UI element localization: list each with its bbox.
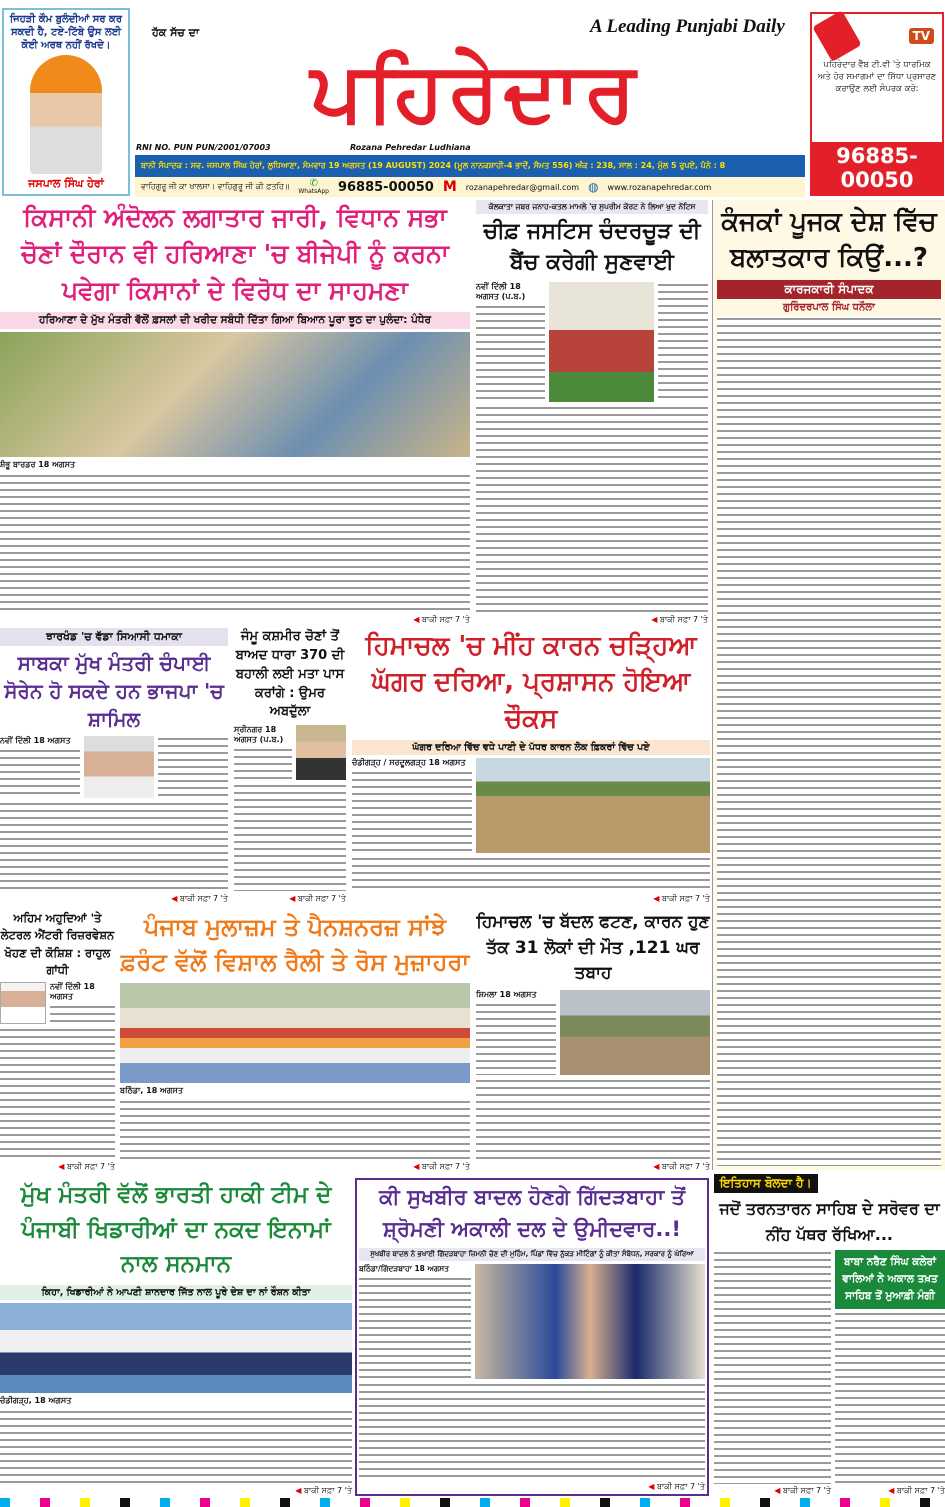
supreme-court-photo [549,282,654,402]
continued-link[interactable]: ◀ ਬਾਕੀ ਸਫ਼ਾ 7 'ਤੇ [352,894,710,904]
continued-link[interactable]: ◀ ਬਾਕੀ ਸਫ਼ਾ 7 'ਤੇ [0,894,228,904]
sukhbir-headline: ਕੀ ਸੁਖਬੀਰ ਬਾਦਲ ਹੋਣਗੇ ਗਿੱਦੜਬਾਹਾ ਤੋਂ ਸ਼੍ਰੋਮਣੀ ਅਕਾਲੀ ਦਲ ਦੇ ਉਮੀਦਵਾਰ..! [379,1185,685,1241]
whatsapp-label: WhatsApp [298,188,329,195]
omar-abdullah-photo [296,725,346,780]
whatsapp-group [298,179,329,195]
history-story [714,1174,945,1496]
himachal-dateline: ਚੰਡੀਗੜ੍ਹ / ਸਰਦੂਲਗੜ੍ਹ 18 ਅਗਸਤ [352,758,466,768]
champai-soren-photo [84,736,154,798]
rahul-headline: ਅਹਿਮ ਅਹੁਦਿਆਂ 'ਤੇ ਲੇਟਰਲ ਐਂਟਰੀ ਰਿਜ਼ਰਵੇਸ਼ਨ ਖੋਹਣ ਦੀ ਕੋਸ਼ਿਸ਼ : ਰਾਹੁਲ ਗਾਂਧੀ [0,911,115,977]
editorial-box [712,200,945,1170]
continued-link[interactable]: ◀ ਬਾਕੀ ਸਫ਼ਾ 7 'ਤੇ [0,615,470,625]
cloudburst-dateline: ਸ਼ਿਮਲਾ 18 ਅਗਸਤ [476,989,537,999]
employees-dateline: ਬਠਿੰਡਾ, 18 ਅਗਸਤ [120,1085,183,1095]
flood-damage-photo [560,990,710,1075]
rahul-gandhi-photo [0,982,46,1024]
rni-number: RNI NO. PUN PUN/2001/07003 [136,143,271,152]
header-phone[interactable]: 96885-00050 [337,179,434,195]
left-ad-quote: ਜਿਹੜੀ ਕੌਮ ਬੁਲੰਦੀਆਂ ਸਰ ਕਰ ਸਕਦੀ ਹੈ, ਟਏ-ਟਿੱਬੇ ਉਸ ਲਈ ਕੋਈ ਅਰਥ ਨਹੀਂ ਰੱਖਦੇ। [9,14,123,51]
left-ad [2,8,130,196]
continued-link[interactable]: ◀ ਬਾਕੀ ਸਫ਼ਾ 7 'ਤੇ [0,1162,115,1172]
editorial-role: ਕਾਰਜਕਾਰੀ ਸੰਪਾਦਕ [717,280,941,299]
continued-link[interactable]: ◀ ਬਾਕੀ ਸਫ਼ਾ 7 'ਤੇ [0,1486,352,1496]
jharkhand-kicker: ਝਾਰਖੰਡ 'ਚ ਵੱਡਾ ਸਿਆਸੀ ਧਮਾਕਾ [0,628,228,646]
sukhbir-dateline: ਬਠਿੰਡਾ/ਗਿੱਦੜਬਾਹਾ 18 ਅਗਸਤ [359,1264,449,1273]
jk-story [234,628,346,904]
lead-dateline: ਸ਼ੰਭੂ ਬਾਰਡਰ 18 ਅਗਸਤ [0,459,76,469]
history-label: ਇਤਿਹਾਸ ਬੋਲਦਾ ਹੈ। [714,1174,818,1193]
issue-dateline: ਬਾਨੀ ਸੰਪਾਦਕ : ਸਵ. ਜਸਪਾਲ ਸਿੰਘ ਹੇਰਾਂ, ਲੁਧਿਆਣਾ, ਸੋਮਵਾਰ 19 ਅਗਸਤ (19 AUGUST) 2024 (ਮੂਲ ਨਾਨਕਸ਼ਾਹੀ-4 ਭਾਦੋਂ, ਸੰਮਤ 556) ਅੰਕ : 238, ਸਾਲ : 24, ਮੁੱਲ 5 ਰੁਪਏ, ਪੰਨੇ : 8 [141,161,726,170]
lead-story [0,200,470,625]
employees-headline: ਪੰਜਾਬ ਮੁਲਾਜ਼ਮ ਤੇ ਪੈਨਸ਼ਨਰਜ਼ ਸਾਂਝੇ ਫ਼ਰੰਟ ਵੱਲੋਂ ਵਿਸ਼ਾਲ ਰੈਲੀ ਤੇ ਰੋਸ ਮੁਜ਼ਾਹਰਾ [120,913,470,976]
tv-ad-text: ਪਹਿਰੇਦਾਰ ਵੈੱਬ ਟੀ.ਵੀ 'ਤੇ ਧਾਰਮਿਕ ਅਤੇ ਹੋਰ ਸਮਾਗਮਾਂ ਦਾ ਸਿੱਧਾ ਪ੍ਰਸਾਰਣ ਕਰਾਉਣ ਲਈ ਸੰਪਰਕ ਕਰੋ: [817,60,937,94]
globe-icon: ◍ [588,180,599,194]
continued-link[interactable]: ◀ ਬਾਕੀ ਸਫ਼ਾ 7 'ਤੇ [835,1486,945,1496]
sc-kicker: ਕੋਲਕਾਤਾ ਜਬਰ ਜਨਾਹ-ਕਤਲ ਮਾਮਲੇ 'ਚ ਸੁਪਰੀਮ ਕੋਰਟ ਨੇ ਲਿਆ ਖੁਦ ਨੋਟਿਸ [476,200,708,214]
whatsapp-icon: ✆ [309,178,318,189]
rahul-dateline: ਨਵੀਂ ਦਿੱਲੀ 18 ਅਗਸਤ [50,982,95,1001]
hockey-headline: ਮੁੱਖ ਮੰਤਰੀ ਵੱਲੋਂ ਭਾਰਤੀ ਹਾਕੀ ਟੀਮ ਦੇ ਪੰਜਾਬੀ ਖਿਡਾਰੀਆਂ ਦਾ ਨਕਦ ਇਨਾਮਾਂ ਨਾਲ ਸਨਮਾਨ [20,1182,332,1277]
employees-story [120,910,470,1172]
hockey-subheadline: ਕਿਹਾ, ਖਿਡਾਰੀਆਂ ਨੇ ਆਪਣੀ ਸ਼ਾਨਦਾਰ ਜਿੱਤ ਨਾਲ ਪੂਰੇ ਦੇਸ਼ ਦਾ ਨਾਂ ਰੌਸ਼ਨ ਕੀਤਾ [0,1285,352,1300]
continued-link[interactable]: ◀ ਬਾਕੀ ਸਫ਼ਾ 7 'ਤੇ [120,1162,470,1172]
hockey-story [0,1178,352,1496]
sc-dateline: ਨਵੀਂ ਦਿੱਲੀ 18 ਅਗਸਤ (ਪ.ਬ.) [476,281,526,301]
header-website[interactable]: www.rozanapehredar.com [607,182,712,192]
continued-link[interactable]: ◀ ਬਾਕੀ ਸਫ਼ਾ 7 'ਤੇ [476,1162,710,1172]
lead-subheadline: ਹਰਿਆਣਾ ਦੇ ਮੁੱਖ ਮੰਤਰੀ ਵੱਲੋਂ ਫ਼ਸਲਾਂ ਦੀ ਖਰੀਦ ਸਬੰਧੀ ਦਿੱਤਾ ਗਿਆ ਬਿਆਨ ਪੂਰਾ ਝੂਠ ਦਾ ਪੁਲੰਦਾ: ਪੰਧੇਰ [0,312,470,329]
cloudburst-headline: ਹਿਮਾਚਲ 'ਚ ਬੱਦਲ ਫਟਣ, ਕਾਰਨ ਹੁਣ ਤੱਕ 31 ਲੋਕਾਂ ਦੀ ਮੌਤ ,121 ਘਰ ਤਬਾਹ [476,912,710,983]
hockey-team-photo [0,1303,352,1393]
motto: ਵਾਹਿਗੁਰੂ ਜੀ ਕਾ ਖਾਲਸਾ। ਵਾਹਿਗੁਰੂ ਜੀ ਕੀ ਫ਼ਤਹਿ॥ [141,182,290,191]
farmers-protest-photo [0,332,470,457]
lead-headline: ਕਿਸਾਨੀ ਅੰਦੋਲਨ ਲਗਾਤਾਰ ਜਾਰੀ, ਵਿਧਾਨ ਸਭਾ ਚੋਣਾਂ ਦੌਰਾਨ ਵੀ ਹਰਿਆਣਾ 'ਚ ਬੀਜੇਪੀ ਨੂੰ ਕਰਨਾ ਪਵੇਗਾ ਕਿਸਾਨਾਂ ਦੇ ਵਿਰੋਧ ਦਾ ਸਾਹਮਣਾ [21,203,449,305]
rahul-story [0,910,115,1172]
gmail-icon: M [442,179,457,195]
continued-link[interactable]: ◀ ਬਾਕੀ ਸਫ਼ਾ 7 'ਤੇ [714,1486,831,1496]
tv-ad-phone[interactable]: 96885-00050 [812,142,942,194]
founder-name: ਜਸਪਾਲ ਸਿੰਘ ਹੇਰਾਂ [28,176,104,190]
edition: Rozana Pehredar Ludhiana [350,143,471,152]
cloudburst-story [476,910,710,1172]
contact-strip [135,177,805,197]
dateline-strip [135,155,805,177]
masthead-tagline: ਹੱਕ ਸੱਚ ਦਾ [152,26,200,39]
history-headline: ਜਦੋਂ ਤਰਨਤਾਰਨ ਸਾਹਿਬ ਦੇ ਸਰੋਵਰ ਦਾ ਨੀਂਹ ਪੱਥਰ ਰੱਖਿਆ... [719,1199,940,1244]
sukhbir-badal-photo [475,1264,705,1379]
sukhbir-box [355,1178,709,1496]
sukhbir-subheadline: ਸੁਖਬੀਰ ਬਾਦਲ ਨੇ ਭਖਾਈ ਗਿੱਦੜਬਾਹਾ ਜ਼ਿਮਨੀ ਚੋਣ ਦੀ ਮੁਹਿੰਮ, ਪਿੰਡਾਂ ਵਿੱਚ ਨੁੱਕੜ ਮੀਟਿੰਗਾਂ ਨੂੰ ਕੀਤਾ ਸੰਬੋਧਨ, ਸਰਕਾਰ ਨੂੰ ਘੇਰਿਆ [359,1248,705,1261]
jharkhand-dateline: ਨਵੀਂ ਦਿੱਲੀ 18 ਅਗਸਤ [0,736,71,745]
jk-dateline: ਸ੍ਰੀਨਗਰ 18 ਅਗਸਤ (ਪ.ਬ.) [234,725,284,745]
editorial-headline: ਕੰਜਕਾਂ ਪੂਜਕ ਦੇਸ਼ ਵਿੱਚ ਬਲਾਤਕਾਰ ਕਿਉਂ...? [721,207,937,274]
continued-link[interactable]: ◀ ਬਾਕੀ ਸਫ਼ਾ 7 'ਤੇ [476,615,708,625]
sc-headline: ਚੀਫ਼ ਜਸਟਿਸ ਚੰਦਰਚੂੜ ਦੀ ਬੈਂਚ ਕਰੇਗੀ ਸੁਣਵਾਈ [483,219,701,275]
founder-portrait [30,55,102,174]
microphone-logo [812,10,861,62]
header-email[interactable]: rozanapehredar@gmail.com [465,182,580,192]
print-color-bar [0,1498,945,1507]
ghaggar-river-photo [476,758,710,853]
himachal-story [352,628,710,904]
sc-story [476,200,708,625]
jk-headline: ਜੰਮੂ ਕਸ਼ਮੀਰ ਚੋਣਾਂ ਤੋਂ ਬਾਅਦ ਧਾਰਾ 370 ਦੀ ਬਹਾਲੀ ਲਈ ਮਤਾ ਪਾਸ ਕਰਾਂਗੇ : ਉਮਰ ਅਬਦੁੱਲਾ [235,629,345,720]
employees-rally-photo [120,983,470,1083]
continued-link[interactable]: ◀ ਬਾਕੀ ਸਫ਼ਾ 7 'ਤੇ [234,894,346,904]
kalera-headline: ਬਾਬਾ ਨਰੈਣ ਸਿੰਘ ਕਲੇਰਾਂ ਵਾਲਿਆਂ ਨੇ ਅਕਾਲ ਤਖ਼ਤ ਸਾਹਿਬ ਤੋਂ ਮੁਆਫ਼ੀ ਮੰਗੀ [835,1250,945,1308]
jharkhand-story [0,628,228,904]
continued-link[interactable]: ◀ ਬਾਕੀ ਸਫ਼ਾ 7 'ਤੇ [359,1482,705,1492]
tv-badge: TV [909,28,934,44]
masthead-title: ਪਹਿਰੇਦਾਰ [310,45,640,140]
jharkhand-headline: ਸਾਬਕਾ ਮੁੱਖ ਮੰਤਰੀ ਚੰਪਾਈ ਸੋਰੇਨ ਹੋ ਸਕਦੇ ਹਨ ਭਾਜਪਾ 'ਚ ਸ਼ਾਮਿਲ [4,651,224,731]
himachal-headline: ਹਿਮਾਚਲ 'ਚ ਮੀਂਹ ਕਾਰਨ ਚੜ੍ਹਿਆ ਘੱਗਰ ਦਰਿਆ, ਪ੍ਰਸ਼ਾਸਨ ਹੋਇਆ ਚੌਕਸ [365,631,697,734]
himachal-subheadline: ਘੱਗਰ ਦਰਿਆ ਵਿੱਚ ਵਧੇ ਪਾਣੀ ਦੇ ਪੱਧਰ ਕਾਰਨ ਲੋਕ ਫ਼ਿਕਰਾਂ ਵਿੱਚ ਪਏ [352,740,710,755]
editorial-author: ਗੁਰਿੰਦਰਪਾਲ ਸਿੰਘ ਧਨੌਲਾ [783,301,875,313]
hockey-dateline: ਚੰਡੀਗੜ੍ਹ, 18 ਅਗਸਤ [0,1395,72,1405]
tv-ad [810,12,944,196]
masthead-english: A Leading Punjabi Daily [590,16,785,37]
